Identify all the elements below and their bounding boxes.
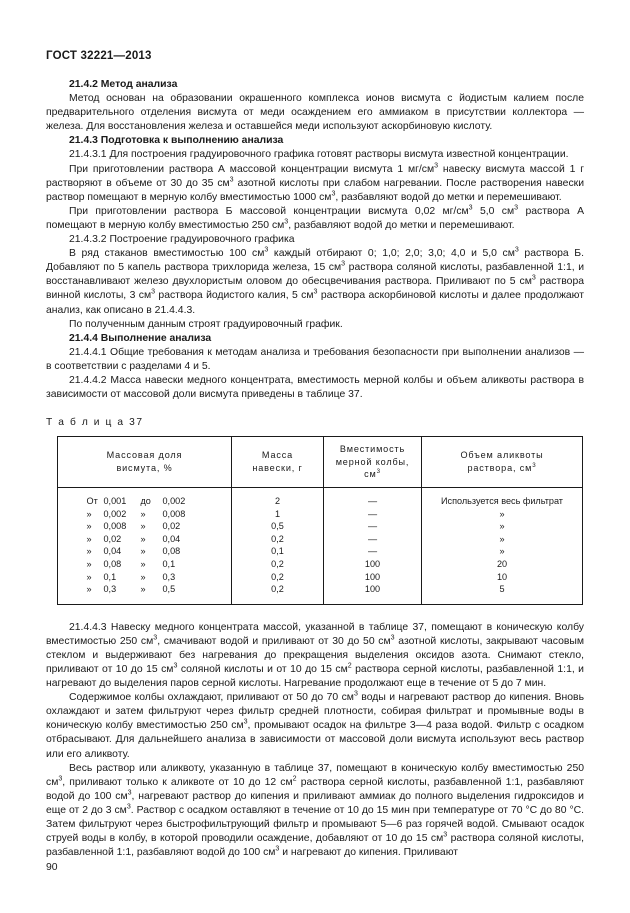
flask-capacity-value: 100: [364, 558, 381, 569]
aliquot-volume-value: »: [499, 508, 505, 519]
table-row: [87, 533, 203, 546]
cell-flask-capacity-values: [324, 487, 422, 604]
range-from-value: 0,002: [103, 508, 127, 519]
solution-b-part-2: 5,0 см: [472, 205, 515, 217]
table-row: [87, 520, 203, 533]
superscript-cubic: 3: [243, 718, 248, 726]
superscript-square: 2: [347, 662, 352, 670]
flask-capacity-value: —: [367, 533, 378, 544]
mass-fraction-range-list: [87, 495, 203, 596]
superscript-cubic: 3: [284, 218, 289, 226]
superscript-cubic: 3: [153, 634, 158, 642]
calibration-part-7: раствора аскорбиновой кислоты и далее продолжают анализ, как описано в 21.4.4.3.: [46, 290, 584, 316]
paragraph-21-4-3-2: 21.4.3.2 Построение градуировочного графика: [69, 234, 295, 246]
aliquot-volume-value: »: [499, 521, 505, 532]
superscript-cubic: 3: [127, 789, 132, 797]
whole-solution-part-1: Весь раствор или аликвоту, указанную в таблице 37, помещают в коническую колбу вместимостью 250 см: [46, 762, 584, 788]
superscript-cubic: 3: [264, 246, 269, 254]
range-from-word: »: [86, 546, 92, 557]
heading-21-4-4: 21.4.4 Выполнение анализа: [69, 332, 212, 344]
superscript-cubic: 3: [514, 204, 519, 212]
flask-capacity-value: 100: [364, 584, 381, 595]
table-row: [87, 508, 203, 521]
whole-solution-part-3: раствора серной кислоты, разбавленной 1:1, разбавляют водой до 100 см: [46, 776, 584, 802]
range-to-value: 0,002: [162, 495, 186, 506]
range-to-value: 0,1: [162, 558, 176, 569]
range-from-value: 0,3: [103, 584, 117, 595]
sample-mass-value: 1: [274, 508, 281, 519]
column-header-line-1: Массовая доля: [106, 450, 183, 461]
procedure-part-3: азотной кислоты, закрывают часовым стеклом и выдерживают без нагревания до прекращения выделения оксидов азота. Снимают стекло, приливают от 10 до 15 см: [46, 635, 585, 675]
table-caption: Т а б л и ц а 37: [46, 417, 144, 429]
procedure-part-1: 21.4.4.3 Навеску медного концентрата массой, указанной в таблице 37, помещают в коническую колбу вместимостью 250 см: [46, 621, 584, 647]
range-to-value: 0,04: [162, 533, 181, 544]
cooling-part-3: , промывают осадок на фильтре 3—4 раза водой. Фильтр с осадком отбрасывают. Для дальнейшего анализа в зависимости от массовой доли висмута используют весь раствор или его аликвоту.: [46, 720, 585, 760]
flask-capacity-value: —: [367, 508, 378, 519]
range-to-word: »: [140, 584, 146, 595]
superscript-cubic: 3: [390, 634, 395, 642]
range-to-value: 0,008: [162, 508, 186, 519]
whole-solution-part-7: и нагревают до кипения. Приливают: [279, 847, 459, 859]
table-37: [57, 436, 583, 605]
superscript-cubic: 3: [514, 246, 519, 254]
flask-capacity-value: —: [367, 521, 378, 532]
heading-21-4-3: 21.4.3 Подготовка к выполнению анализа: [69, 135, 284, 147]
flask-capacity-value: —: [367, 495, 378, 506]
column-header-flask-capacity: [324, 437, 422, 488]
solution-b-part-4: , разбавляют водой до метки и перемешивают.: [288, 219, 515, 231]
superscript-cubic: 3: [532, 462, 537, 470]
whole-solution-part-5: . Раствор с осадком оставляют в течение от 10 до 15 мин при температуре от 70 °C до 80 °C. Затем фильтруют через быстрофильтрующий фильтр и промывают 5—6 раз горячей водой. Смывают осадок струей воды в колбу, в которой проводили осаждение, добавляют от 10 до 15 см: [46, 804, 584, 845]
range-from-word: »: [86, 558, 92, 569]
range-to-word: »: [140, 508, 146, 519]
sample-mass-value: 0,1: [271, 546, 284, 557]
superscript-cubic: 3: [275, 845, 280, 853]
aliquot-volume-value: 20: [496, 558, 508, 569]
range-from-word: »: [86, 533, 92, 544]
range-to-word: »: [140, 571, 146, 582]
solution-a-part-2: навеску висмута массой 1 г растворяют в объеме от 30 до 35 см: [46, 163, 584, 189]
superscript-cubic: 3: [443, 831, 448, 839]
table-body-row: [58, 487, 583, 604]
table-row: [87, 558, 203, 571]
table-row: [87, 495, 203, 508]
paragraph-cooling: [46, 691, 584, 761]
superscript-cubic: 3: [341, 260, 346, 268]
whole-solution-part-4: , нагревают раствор до кипения и приливают аммиак до полного выделения гидроксидов и еще от 2 до 3 см: [46, 790, 584, 816]
range-from-word: »: [86, 571, 92, 582]
range-to-word: до: [140, 495, 151, 506]
sample-mass-value: 0,2: [271, 533, 284, 544]
range-from-word: От: [86, 495, 98, 506]
procedure-part-4: соляной кислоты и от 10 до 15 см: [177, 663, 348, 675]
paragraph-21-4-3-1: 21.4.3.1 Для построения градуировочного графика готовят растворы висмута известной концентрации.: [69, 149, 569, 161]
calibration-part-1: В ряд стаканов вместимостью 100 см: [69, 248, 265, 260]
range-from-value: 0,008: [103, 521, 127, 532]
column-header-line-2: навески, г: [252, 463, 303, 474]
calibration-part-6: раствора йодистого калия, 5 см: [155, 290, 314, 302]
calibration-part-2: каждый отбирают 0; 1,0; 2,0; 3,0; 4,0 и 5,0 см: [268, 248, 515, 260]
table-header-row: [58, 437, 583, 488]
flask-capacity-value: 100: [364, 571, 381, 582]
range-to-word: »: [140, 558, 146, 569]
heading-21-4-2: 21.4.2 Метод анализа: [69, 79, 178, 90]
procedure-part-2: , смачивают водой и приливают от 30 до 50 см: [157, 635, 391, 647]
calibration-part-4: раствора соляной кислоты, разбавленной 1:1, и восстанавливают железо двухлористым оловом до обесцвечивания раствора. Приливают по 5 см: [46, 262, 584, 288]
sample-mass-value: 0,2: [271, 558, 284, 569]
paragraph-method-basis: Метод основан на образовании окрашенного комплекса ионов висмута с йодистым калием после предварительного отделения висмута от меди осаждением его аммиаком в присутствии коллектора — железа. Для восстановления железа и оставшейся меди используют аскорбиновую кислоту.: [46, 93, 584, 133]
range-from-word: »: [86, 521, 92, 532]
column-header-mass-fraction: [58, 437, 232, 488]
aliquot-volume-value: Используется весь фильтрат: [441, 495, 563, 506]
column-header-line-2: мерной колбы, см: [335, 456, 410, 480]
running-head-standard-number: ГОСТ 32221—2013: [46, 50, 152, 62]
column-header-line-2: раствора, см: [467, 463, 533, 474]
procedure-part-5: раствора серной кислоты, разбавленной 1:1, и нагревают до выделения паров серной кислоты. Нагревание продолжают еще в течение от 5 до 7 мин.: [46, 663, 584, 690]
paragraph-21-4-4-3: [46, 621, 584, 691]
range-to-value: 0,3: [162, 571, 176, 582]
paragraph-21-4-4-2: 21.4.4.2 Масса навески медного концентрата, вместимость мерной колбы и объем аликвоты раствора в зависимости от массовой доли висмута приведены в таблице 37.: [46, 374, 584, 401]
column-header-line-1: Вместимость: [339, 444, 406, 455]
superscript-cubic: 3: [313, 288, 318, 296]
table-row: [87, 571, 203, 584]
range-from-word: »: [86, 584, 92, 595]
paragraph-whole-solution: [46, 762, 584, 861]
table-row: [87, 545, 203, 558]
range-from-value: 0,04: [103, 546, 122, 557]
calibration-part-5: раствора винной кислоты, 3 см: [46, 276, 585, 302]
superscript-cubic: 3: [531, 274, 536, 282]
column-header-line-1: Объем аликвоты: [460, 450, 544, 461]
aliquot-volume-value: »: [499, 533, 505, 544]
superscript-cubic: 3: [468, 204, 473, 212]
sample-mass-value: 0,5: [271, 521, 284, 532]
solution-b-part-3: раствора А помещают в мерную колбу вместимостью 250 см: [46, 205, 584, 231]
table-row: [87, 583, 203, 596]
paragraph-solution-a: [46, 163, 584, 205]
range-from-word: »: [86, 508, 92, 519]
sample-mass-value: 2: [274, 495, 281, 506]
whole-solution-part-6: раствора соляной кислоты, разбавленной 1:1, разбавляют водой до 100 см: [46, 833, 584, 859]
column-header-line-2: висмута, %: [116, 463, 173, 474]
solution-a-part-3: азотной кислоты при слабом нагревании. После растворения навески раствор помещают в мерную колбу вместимостью 1000 см: [46, 177, 584, 203]
superscript-cubic: 3: [353, 690, 358, 698]
paragraph-plot-graph: По полученным данным строят градуировочный график.: [69, 318, 343, 330]
range-from-value: 0,02: [103, 533, 122, 544]
solution-a-part-1: При приготовлении раствора А массовой концентрации висмута 1 мг/см: [69, 163, 435, 175]
superscript-cubic: 3: [173, 662, 178, 670]
superscript-cubic: 3: [376, 468, 381, 476]
range-to-word: »: [140, 546, 146, 557]
column-header-sample-mass: [232, 437, 324, 488]
whole-solution-part-2: , приливают только к аликвоте от 10 до 12 см: [62, 776, 293, 788]
range-to-value: 0,08: [162, 546, 181, 557]
aliquot-volume-value: »: [499, 546, 505, 557]
range-to-word: »: [140, 533, 146, 544]
paragraph-solution-b: [46, 205, 584, 233]
superscript-square: 2: [292, 775, 297, 783]
sample-mass-value: 0,2: [271, 571, 284, 582]
table-37-wrapper: [57, 436, 582, 605]
paragraph-21-4-4-1: 21.4.4.1 Общие требования к методам анализа и требования безопасности при выполнении анализов — в соответствии с разделами 4 и 5.: [46, 346, 584, 372]
superscript-cubic: 3: [151, 288, 156, 296]
range-from-value: 0,1: [103, 571, 117, 582]
flask-capacity-value: —: [367, 546, 378, 557]
range-to-word: »: [140, 521, 146, 532]
range-from-value: 0,001: [103, 495, 127, 506]
cell-sample-mass-values: [232, 487, 324, 604]
superscript-cubic: 3: [229, 176, 234, 184]
superscript-cubic: 3: [434, 162, 439, 170]
calibration-part-3: раствора Б. Добавляют по 5 капель раствора трихлорида железа, 15 см: [46, 248, 584, 274]
cell-aliquot-volume-values: [422, 487, 583, 604]
range-to-value: 0,5: [162, 584, 176, 595]
page-number: 90: [46, 862, 58, 873]
document-body: [46, 78, 584, 860]
cell-mass-fraction-ranges: [58, 487, 232, 604]
superscript-cubic: 3: [126, 803, 131, 811]
paragraph-calibration: [46, 247, 584, 317]
cooling-part-2: воды и нагревают раствор до кипения. Вновь охлаждают и затем фильтруют через фильтр средней плотности, собирая фильтрат и промывные воды в коническую колбу вместимостью 250 см: [46, 692, 584, 732]
solution-b-part-1: При приготовлении раствора Б массовой концентрации висмута 0,02 мг/см: [69, 205, 469, 217]
sample-mass-value: 0,2: [271, 584, 284, 595]
range-to-value: 0,02: [162, 521, 181, 532]
column-header-line-1: Масса: [261, 450, 294, 461]
solution-a-part-4: , разбавляют водой до метки и перемешивают.: [335, 191, 562, 203]
superscript-cubic: 3: [331, 190, 336, 198]
aliquot-volume-value: 5: [499, 584, 505, 595]
cooling-part-1: Содержимое колбы охлаждают, приливают от 50 до 70 см: [69, 692, 354, 704]
range-from-value: 0,08: [103, 558, 122, 569]
aliquot-volume-value: 10: [496, 571, 508, 582]
column-header-aliquot-volume: [422, 437, 583, 488]
superscript-cubic: 3: [58, 775, 63, 783]
